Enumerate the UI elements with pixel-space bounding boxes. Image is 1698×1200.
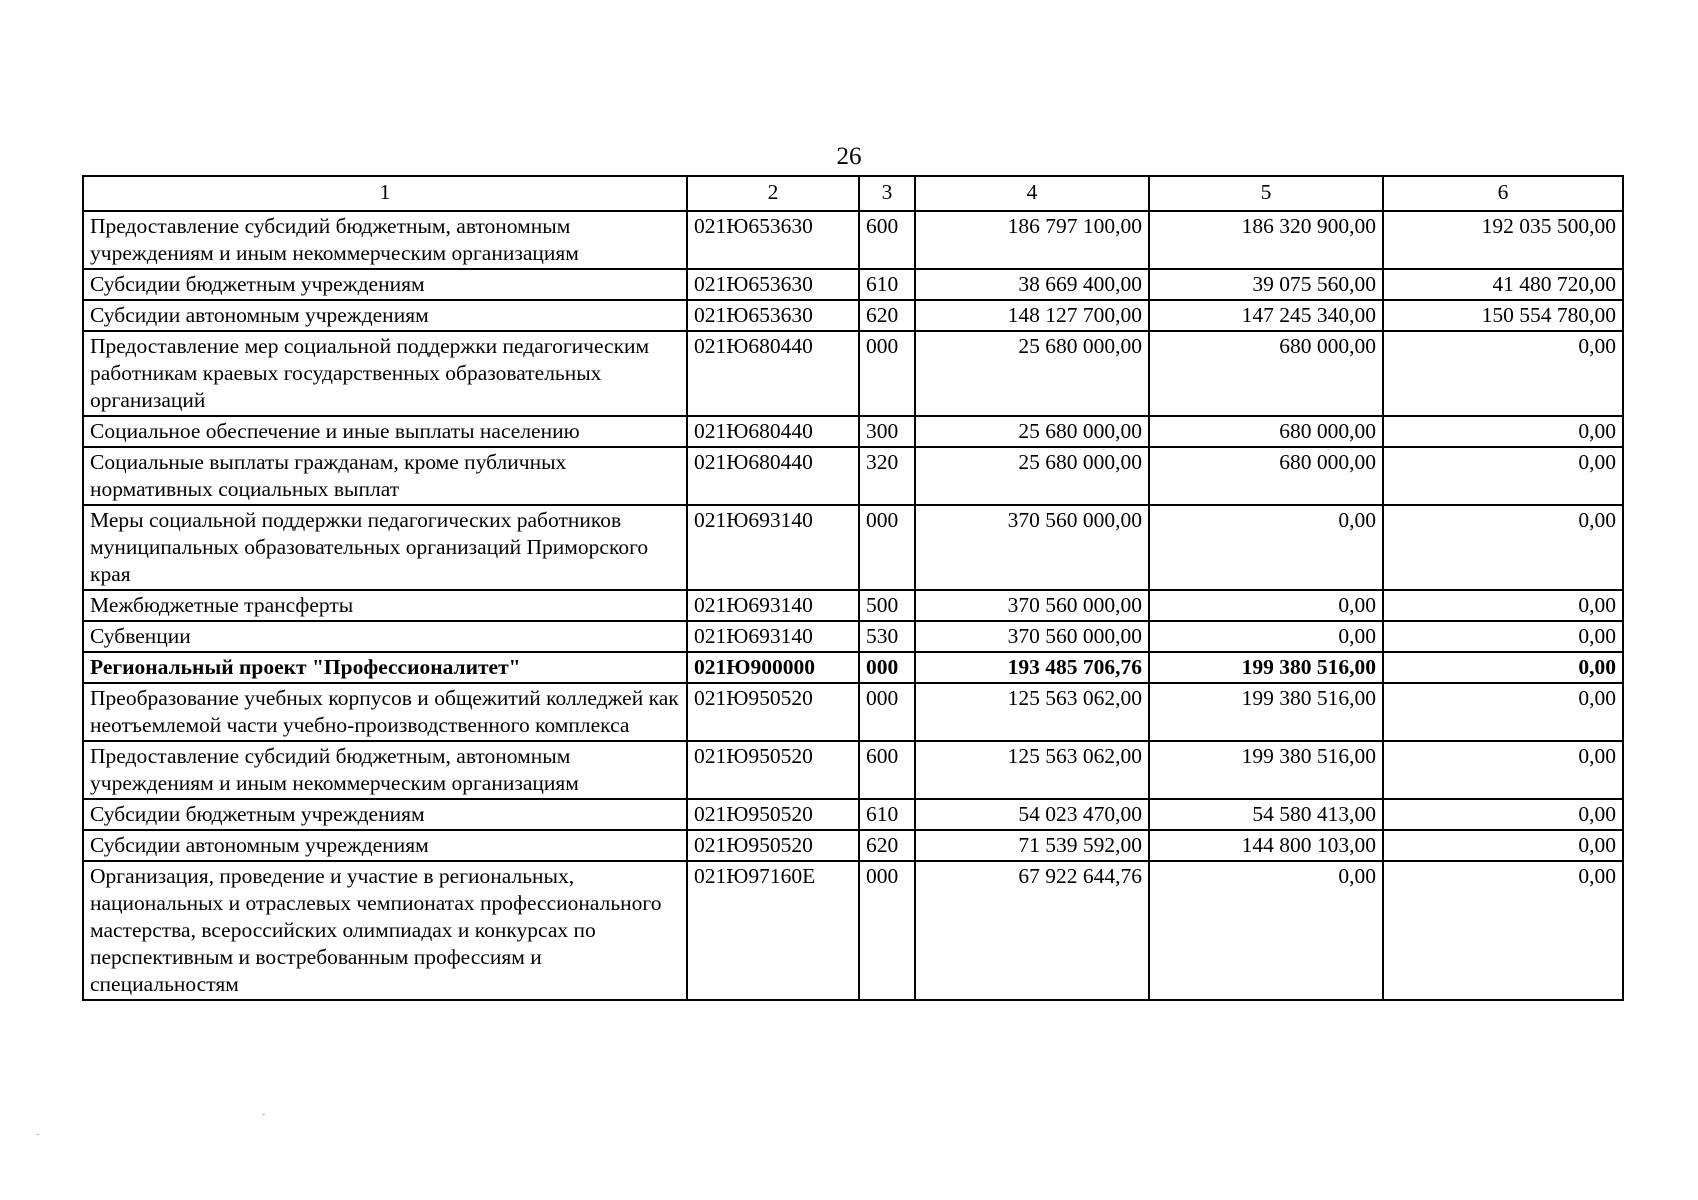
- cell-kvr: 300: [859, 416, 915, 447]
- cell-amount-4: 38 669 400,00: [915, 269, 1149, 300]
- cell-name: Межбюджетные трансферты: [83, 590, 687, 621]
- table-body: [83, 211, 1623, 1000]
- cell-kvr: 620: [859, 300, 915, 331]
- table-row: [83, 331, 1623, 416]
- table-row: [83, 741, 1623, 799]
- cell-amount-5: 199 380 516,00: [1149, 652, 1383, 683]
- cell-code: 021Ю653630: [687, 269, 859, 300]
- cell-amount-4: 25 680 000,00: [915, 416, 1149, 447]
- cell-amount-5: 0,00: [1149, 505, 1383, 590]
- page-number: 26: [836, 143, 862, 170]
- budget-table: [82, 175, 1624, 1001]
- cell-amount-4: 186 797 100,00: [915, 211, 1149, 269]
- cell-amount-6: 0,00: [1383, 621, 1623, 652]
- cell-amount-4: 67 922 644,76: [915, 861, 1149, 1000]
- cell-code: 021Ю950520: [687, 799, 859, 830]
- cell-amount-6: 0,00: [1383, 447, 1623, 505]
- cell-kvr: 000: [859, 683, 915, 741]
- cell-name: Социальные выплаты гражданам, кроме публичных нормативных социальных выплат: [83, 447, 687, 505]
- table-row: [83, 652, 1623, 683]
- cell-name: Предоставление мер социальной поддержки педагогическим работникам краевых государственных образовательных организаций: [83, 331, 687, 416]
- table-row: [83, 830, 1623, 861]
- cell-amount-4: 370 560 000,00: [915, 590, 1149, 621]
- cell-amount-6: 0,00: [1383, 590, 1623, 621]
- table-row: [83, 861, 1623, 1000]
- table-row: [83, 799, 1623, 830]
- cell-amount-5: 54 580 413,00: [1149, 799, 1383, 830]
- cell-code: 021Ю950520: [687, 830, 859, 861]
- cell-kvr: 000: [859, 505, 915, 590]
- cell-amount-5: 39 075 560,00: [1149, 269, 1383, 300]
- cell-amount-4: 148 127 700,00: [915, 300, 1149, 331]
- cell-code: 021Ю653630: [687, 211, 859, 269]
- table-row: [83, 447, 1623, 505]
- cell-amount-5: 199 380 516,00: [1149, 683, 1383, 741]
- cell-kvr: 320: [859, 447, 915, 505]
- cell-kvr: 500: [859, 590, 915, 621]
- cell-amount-6: 0,00: [1383, 799, 1623, 830]
- col-header-3: 3: [859, 176, 915, 211]
- cell-name: Меры социальной поддержки педагогических работников муниципальных образовательных организаций Приморского края: [83, 505, 687, 590]
- cell-kvr: 000: [859, 652, 915, 683]
- cell-amount-5: 147 245 340,00: [1149, 300, 1383, 331]
- cell-amount-6: 0,00: [1383, 652, 1623, 683]
- cell-amount-5: 199 380 516,00: [1149, 741, 1383, 799]
- cell-name: Преобразование учебных корпусов и общежитий колледжей как неотъемлемой части учебно-производственного комплекса: [83, 683, 687, 741]
- cell-amount-4: 71 539 592,00: [915, 830, 1149, 861]
- cell-amount-4: 25 680 000,00: [915, 331, 1149, 416]
- cell-name: Региональный проект "Профессионалитет": [83, 652, 687, 683]
- cell-amount-6: 192 035 500,00: [1383, 211, 1623, 269]
- cell-amount-4: 193 485 706,76: [915, 652, 1149, 683]
- cell-amount-5: 0,00: [1149, 621, 1383, 652]
- col-header-1: 1: [83, 176, 687, 211]
- cell-name: Субвенции: [83, 621, 687, 652]
- cell-amount-4: 125 563 062,00: [915, 683, 1149, 741]
- cell-code: 021Ю653630: [687, 300, 859, 331]
- cell-amount-6: 150 554 780,00: [1383, 300, 1623, 331]
- cell-amount-6: 0,00: [1383, 830, 1623, 861]
- cell-code: 021Ю950520: [687, 683, 859, 741]
- cell-amount-6: 0,00: [1383, 861, 1623, 1000]
- cell-kvr: 600: [859, 211, 915, 269]
- cell-name: Социальное обеспечение и иные выплаты населению: [83, 416, 687, 447]
- cell-amount-4: 25 680 000,00: [915, 447, 1149, 505]
- cell-amount-4: 54 023 470,00: [915, 799, 1149, 830]
- cell-name: Субсидии бюджетным учреждениям: [83, 799, 687, 830]
- cell-amount-5: 186 320 900,00: [1149, 211, 1383, 269]
- col-header-2: 2: [687, 176, 859, 211]
- scan-artifact: [262, 1114, 265, 1115]
- cell-amount-5: 680 000,00: [1149, 416, 1383, 447]
- table-row: [83, 269, 1623, 300]
- cell-code: 021Ю950520: [687, 741, 859, 799]
- cell-code: 021Ю97160Е: [687, 861, 859, 1000]
- table-row: [83, 590, 1623, 621]
- cell-amount-5: 144 800 103,00: [1149, 830, 1383, 861]
- cell-amount-5: 0,00: [1149, 861, 1383, 1000]
- cell-amount-4: 370 560 000,00: [915, 505, 1149, 590]
- cell-name: Субсидии бюджетным учреждениям: [83, 269, 687, 300]
- cell-kvr: 620: [859, 830, 915, 861]
- cell-amount-5: 680 000,00: [1149, 331, 1383, 416]
- cell-kvr: 000: [859, 331, 915, 416]
- table-row: [83, 300, 1623, 331]
- cell-name: Предоставление субсидий бюджетным, автономным учреждениям и иным некоммерческим организациям: [83, 741, 687, 799]
- cell-code: 021Ю680440: [687, 331, 859, 416]
- table-row: [83, 621, 1623, 652]
- cell-kvr: 610: [859, 269, 915, 300]
- col-header-6: 6: [1383, 176, 1623, 211]
- cell-amount-5: 0,00: [1149, 590, 1383, 621]
- cell-name: Организация, проведение и участие в региональных, национальных и отраслевых чемпионатах профессионального мастерства, всероссийских олимпиадах и конкурсах по перспективным и востребованным профессиям и специальностям: [83, 861, 687, 1000]
- cell-amount-4: 370 560 000,00: [915, 621, 1149, 652]
- cell-code: 021Ю900000: [687, 652, 859, 683]
- cell-kvr: 610: [859, 799, 915, 830]
- cell-kvr: 600: [859, 741, 915, 799]
- cell-name: Субсидии автономным учреждениям: [83, 830, 687, 861]
- cell-amount-6: 0,00: [1383, 505, 1623, 590]
- col-header-5: 5: [1149, 176, 1383, 211]
- cell-code: 021Ю680440: [687, 447, 859, 505]
- cell-code: 021Ю693140: [687, 590, 859, 621]
- cell-code: 021Ю680440: [687, 416, 859, 447]
- cell-kvr: 000: [859, 861, 915, 1000]
- cell-amount-6: 0,00: [1383, 741, 1623, 799]
- cell-amount-6: 0,00: [1383, 416, 1623, 447]
- cell-amount-4: 125 563 062,00: [915, 741, 1149, 799]
- table-row: [83, 416, 1623, 447]
- table-row: [83, 505, 1623, 590]
- table-header-row: [83, 176, 1623, 211]
- cell-name: Предоставление субсидий бюджетным, автономным учреждениям и иным некоммерческим организациям: [83, 211, 687, 269]
- scan-artifact: [36, 1134, 39, 1135]
- cell-name: Субсидии автономным учреждениям: [83, 300, 687, 331]
- cell-amount-5: 680 000,00: [1149, 447, 1383, 505]
- cell-code: 021Ю693140: [687, 621, 859, 652]
- cell-code: 021Ю693140: [687, 505, 859, 590]
- cell-kvr: 530: [859, 621, 915, 652]
- col-header-4: 4: [915, 176, 1149, 211]
- cell-amount-6: 0,00: [1383, 331, 1623, 416]
- table-row: [83, 683, 1623, 741]
- table-row: [83, 211, 1623, 269]
- cell-amount-6: 41 480 720,00: [1383, 269, 1623, 300]
- cell-amount-6: 0,00: [1383, 683, 1623, 741]
